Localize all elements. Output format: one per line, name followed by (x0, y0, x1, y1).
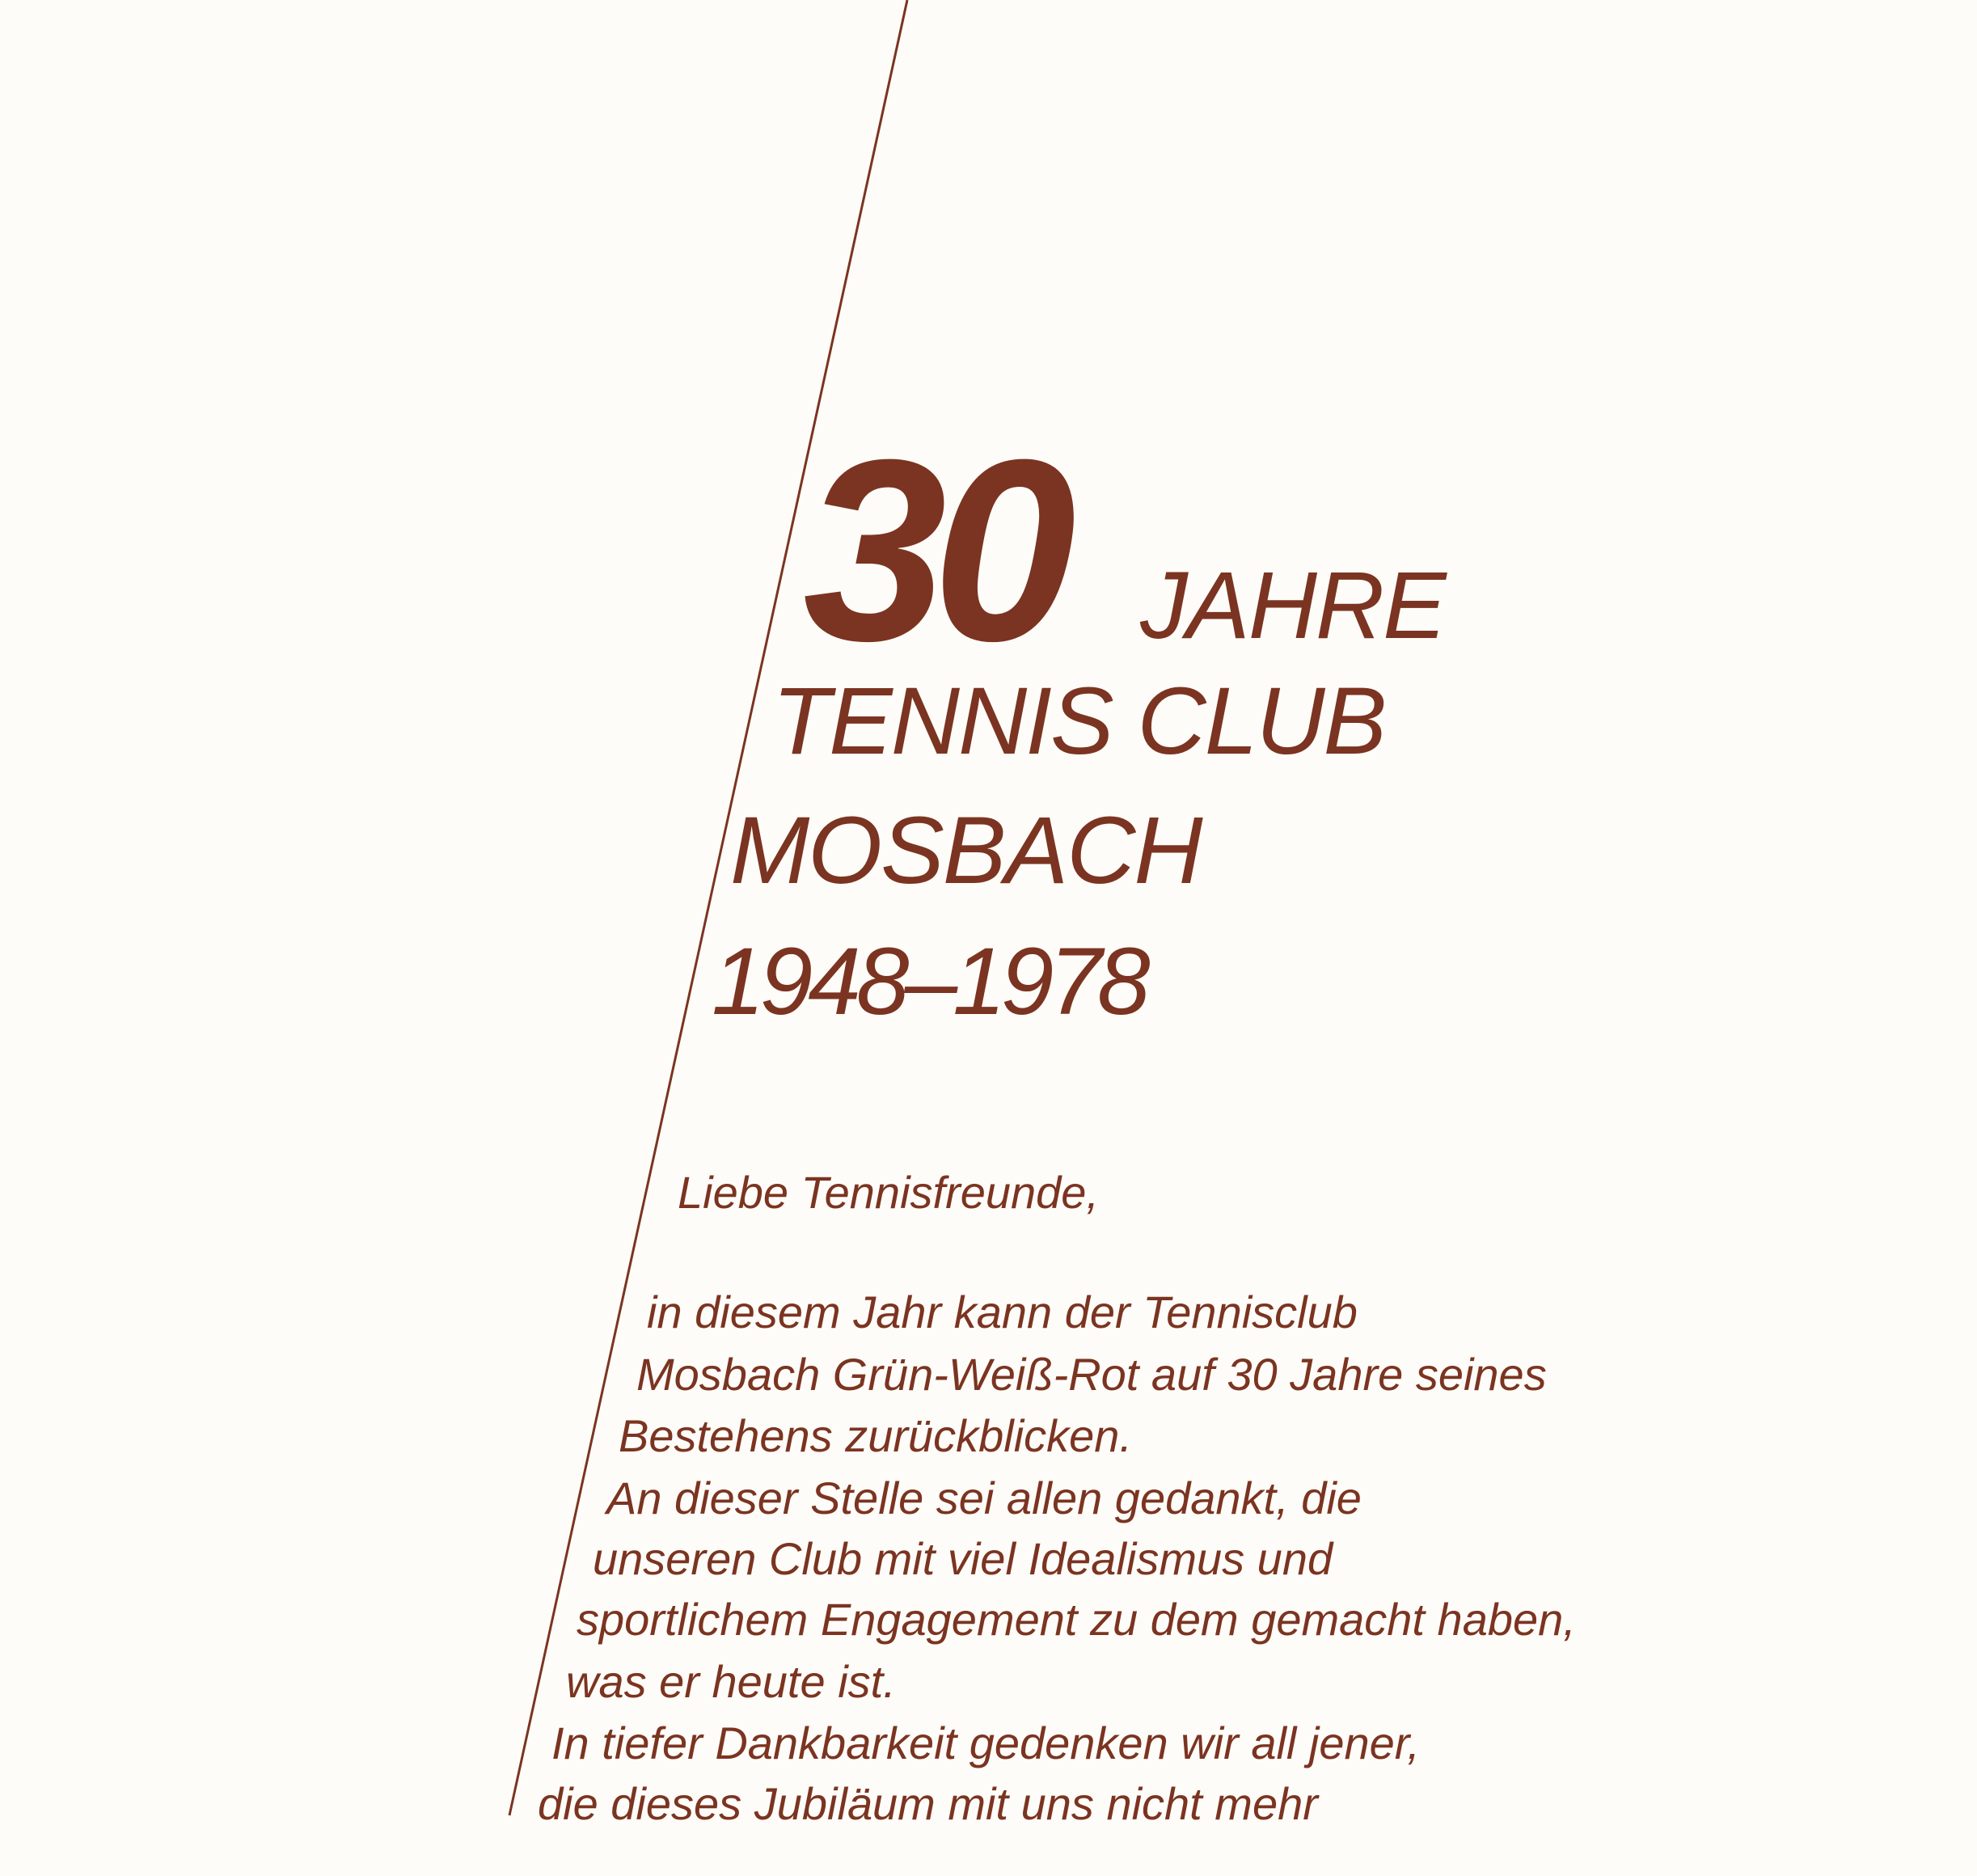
title-jahre: JAHRE (1140, 552, 1445, 659)
letter-salutation: Liebe Tennisfreunde, (678, 1167, 1100, 1218)
title-city: MOSBACH (730, 797, 1202, 904)
letter-line: die dieses Jubiläum mit uns nicht mehr (538, 1778, 1318, 1829)
letter-line: was er heute ist. (566, 1656, 896, 1707)
title-years: 1948–1978 (712, 928, 1146, 1035)
letter-line: Bestehens zurückblicken. (619, 1410, 1133, 1461)
letter-line: In tiefer Dankbarkeit gedenken wir all jener, (551, 1718, 1420, 1768)
letter-line: in diesem Jahr kann der Tennisclub (647, 1287, 1358, 1337)
letter-line: An dieser Stelle sei allen gedankt, die (606, 1472, 1362, 1523)
title-club-name: TENNIS CLUB (772, 668, 1386, 775)
letter-line: sportlichem Engagement zu dem gemacht haben, (577, 1594, 1576, 1645)
title-number: 30 (803, 405, 1062, 695)
letter-line: unseren Club mit viel Idealismus und (593, 1533, 1333, 1584)
letter-line: Mosbach Grün-Weiß-Rot auf 30 Jahre seines (636, 1349, 1547, 1400)
